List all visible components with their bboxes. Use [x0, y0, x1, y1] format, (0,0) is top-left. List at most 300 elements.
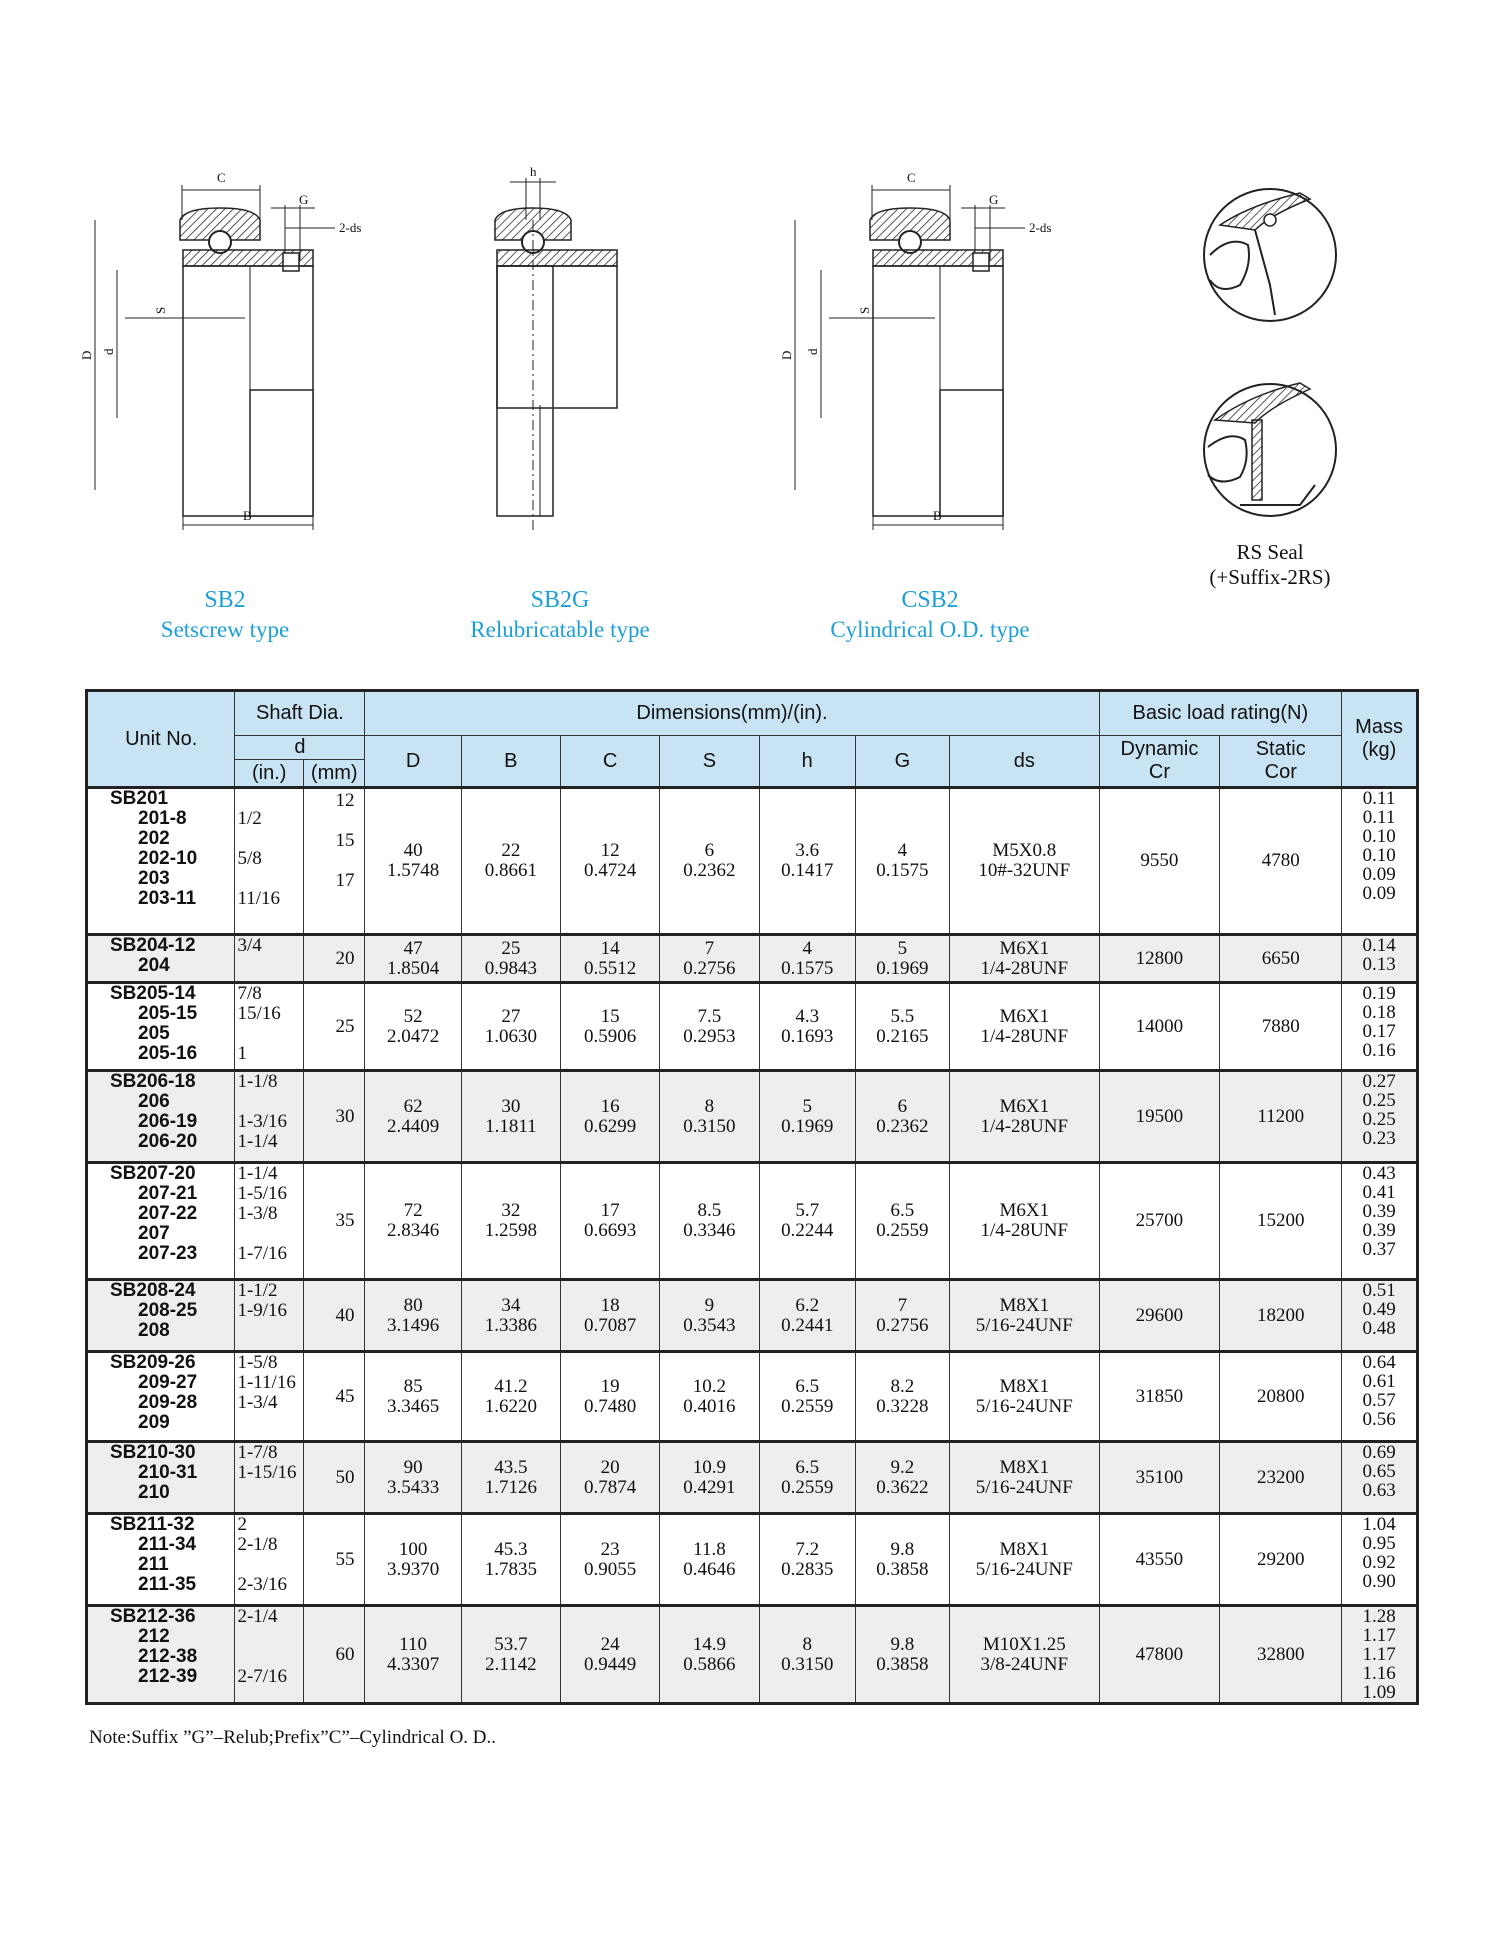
- mass-value: 0.11: [1362, 807, 1396, 828]
- dynamic-cr-cell: 25700: [1099, 1163, 1220, 1280]
- mass-cell: [1342, 935, 1418, 983]
- dim-b-value: 41.2: [494, 1375, 528, 1397]
- header-dynamic: [1099, 736, 1220, 788]
- unit-no: SB207-20: [110, 1163, 196, 1184]
- mass-value: 0.61: [1362, 1371, 1396, 1392]
- dim-g-cell: [855, 983, 949, 1071]
- sb2-desc: Setscrew type: [160, 617, 290, 642]
- dim-s-cell: [660, 1071, 759, 1163]
- header-cor-label: Cor: [1264, 761, 1297, 783]
- dim-c-value: 0.4724: [584, 860, 637, 881]
- dim-b-value: 1.3386: [484, 1314, 537, 1336]
- dim-g-value: 8.2: [890, 1375, 915, 1397]
- mass-cell: [1342, 1163, 1418, 1280]
- dim-s-value: 9: [704, 1294, 715, 1316]
- static-cor-cell: 23200: [1220, 1442, 1342, 1514]
- static-cor-cell: 15200: [1220, 1163, 1342, 1280]
- dim-h-value: 5.7: [795, 1200, 820, 1221]
- dynamic-cr-cell: 31850: [1099, 1352, 1220, 1442]
- dim-c-value: 23: [600, 1538, 620, 1560]
- dim-ds-cell: [950, 788, 1100, 935]
- dim-s-value: 11.8: [693, 1538, 726, 1560]
- unit-no-cell: [87, 983, 235, 1071]
- dim-g-cell: [855, 1442, 949, 1514]
- static-cor-cell: 29200: [1220, 1514, 1342, 1606]
- dim-g-value: 9.8: [890, 1538, 915, 1560]
- table-row: [87, 1163, 1418, 1280]
- dim-c-value: 0.7480: [584, 1395, 637, 1417]
- dim-c-value: 15: [600, 1005, 620, 1027]
- dim-h-value: 0.2835: [781, 1558, 834, 1580]
- dim-s-value: 0.4291: [683, 1476, 736, 1498]
- shaft-in-value: 1-7/8: [237, 1442, 278, 1463]
- sb2g-dim-h-label: h: [530, 164, 537, 179]
- shaft-in-value: 1-5/8: [237, 1352, 278, 1373]
- dim-h-cell: [759, 1442, 855, 1514]
- unit-no: 210: [138, 1482, 170, 1503]
- header-h: h: [759, 736, 855, 788]
- dim-b-value: 0.9843: [484, 957, 537, 979]
- dim-d-cell: [365, 935, 461, 983]
- dim-s-value: 10.9: [692, 1456, 727, 1478]
- dim-d-value: 3.1496: [386, 1314, 440, 1336]
- dim-ds-value: M8X1: [999, 1375, 1050, 1397]
- csb2-dim-s-label: S: [857, 306, 872, 314]
- mass-value: 0.18: [1362, 1002, 1396, 1023]
- shaft-in-value: 1-7/16: [237, 1243, 288, 1264]
- unit-no: SB212-36: [110, 1606, 196, 1627]
- shaft-in-value: [237, 1321, 303, 1341]
- header-d: d: [235, 736, 365, 760]
- unit-no-cell: [87, 1280, 235, 1352]
- dim-c-value: 0.6693: [584, 1220, 637, 1241]
- dim-d-value: 3.9370: [386, 1558, 440, 1580]
- mass-value: 1.17: [1362, 1644, 1396, 1665]
- unit-no: 209-27: [138, 1372, 198, 1393]
- table-row: [87, 788, 1418, 935]
- shaft-in-value: 1-1/4: [237, 1163, 278, 1184]
- shaft-in-value: 1-3/8: [237, 1203, 278, 1224]
- dim-h-value: 0.3150: [781, 1653, 834, 1675]
- shaft-in-value: [237, 1627, 303, 1647]
- mass-value: 0.14: [1362, 935, 1396, 956]
- shaft-in-cell: [235, 983, 304, 1071]
- dim-c-value: 0.9449: [584, 1653, 637, 1675]
- unit-no: 211-35: [138, 1574, 197, 1595]
- unit-no: SB210-30: [110, 1442, 196, 1463]
- mass-value: 0.56: [1362, 1409, 1396, 1430]
- mass-value: 0.51: [1362, 1280, 1396, 1301]
- dim-d-value: 90: [403, 1456, 423, 1478]
- dim-s-value: 10.2: [692, 1375, 727, 1397]
- dim-h-value: 4: [802, 937, 812, 959]
- dim-c-cell: [560, 1352, 659, 1442]
- static-cor-cell: 4780: [1220, 788, 1342, 935]
- shaft-mm-cell: [304, 983, 365, 1071]
- table-row: [87, 1071, 1418, 1163]
- header-mass-unit: (kg): [1361, 739, 1397, 761]
- unit-no: SB209-26: [110, 1352, 196, 1373]
- shaft-mm-cell: [304, 1280, 365, 1352]
- mass-cell: [1342, 788, 1418, 935]
- dim-d-cell: [365, 1071, 461, 1163]
- shaft-in-value: [237, 1224, 303, 1244]
- dim-ds-value: 5/16-24UNF: [975, 1395, 1073, 1417]
- spec-table: [85, 689, 1419, 1705]
- dim-s-value: 8.5: [697, 1200, 722, 1221]
- dim-b-value: 1.1811: [485, 1115, 537, 1137]
- dim-ds-cell: [950, 1071, 1100, 1163]
- dim-c-cell: [560, 1280, 659, 1352]
- dim-c-value: 0.6299: [584, 1115, 637, 1137]
- dim-s-value: 0.2756: [683, 957, 736, 979]
- dynamic-cr-cell: 12800: [1099, 935, 1220, 983]
- dim-d-value: 4.3307: [386, 1653, 440, 1675]
- dim-g-value: 0.3858: [876, 1558, 929, 1580]
- dim-b-value: 1.6220: [484, 1395, 537, 1417]
- mass-value: 0.25: [1362, 1109, 1396, 1130]
- dim-b-value: 25: [501, 937, 521, 959]
- shaft-in-value: 11/16: [237, 888, 281, 909]
- dynamic-cr-cell: 43550: [1099, 1514, 1220, 1606]
- unit-no: SB208-24: [110, 1280, 196, 1301]
- unit-no: 208: [138, 1320, 170, 1341]
- shaft-mm-cell: [304, 1514, 365, 1606]
- shaft-in-value: 3/4: [237, 935, 262, 956]
- dim-g-value: 0.1969: [876, 957, 929, 979]
- dim-c-value: 0.7874: [584, 1476, 637, 1498]
- unit-no: SB204-12: [110, 935, 196, 956]
- csb2-caption: [790, 585, 1070, 644]
- header-unit-no: Unit No.: [87, 691, 235, 788]
- dim-s-value: 0.5866: [683, 1653, 736, 1675]
- shaft-mm-cell: [304, 788, 365, 935]
- dim-h-value: 0.2441: [781, 1314, 834, 1336]
- mass-value: 0.17: [1362, 1021, 1396, 1042]
- dim-b-value: 43.5: [494, 1456, 528, 1478]
- dim-g-value: 0.3858: [876, 1653, 929, 1675]
- table-row: [87, 983, 1418, 1071]
- dim-d-outer-label: D: [79, 350, 94, 360]
- shaft-in-cell: [235, 1606, 304, 1704]
- dim-c-value: 18: [600, 1294, 620, 1316]
- mass-value: 0.23: [1362, 1128, 1396, 1149]
- header-static-label: Static: [1255, 738, 1306, 760]
- dim-d-value: 47: [403, 937, 423, 959]
- dim-g-value: 0.2165: [876, 1025, 929, 1047]
- csb2-dim-b-label: B: [933, 508, 942, 523]
- dim-b-cell: [461, 1442, 560, 1514]
- dim-ds-value: 5/16-24UNF: [975, 1314, 1073, 1336]
- mass-value: 0.11: [1362, 788, 1396, 809]
- mass-value: 0.90: [1362, 1571, 1396, 1592]
- dim-g-cell: [855, 1280, 949, 1352]
- unit-no: 209-28: [138, 1392, 198, 1413]
- shaft-mm-value: 35: [335, 1210, 355, 1231]
- dim-c-value: 0.7087: [584, 1314, 637, 1336]
- dim-s-value: 7: [704, 937, 715, 959]
- dim-g-value: 5: [897, 937, 908, 959]
- sb2g-name: SB2G: [530, 587, 590, 613]
- header-S: S: [660, 736, 759, 788]
- shaft-in-value: [237, 1413, 303, 1433]
- sb2g-caption: [440, 585, 680, 644]
- shaft-in-value: 2-1/4: [237, 1606, 278, 1627]
- static-cor-cell: 7880: [1220, 983, 1342, 1071]
- shaft-in-value: 1-1/4: [237, 1131, 278, 1152]
- shaft-mm-value: 45: [335, 1385, 355, 1407]
- header-shaft-dia: Shaft Dia.: [235, 691, 365, 736]
- dim-s-cell: [660, 1606, 759, 1704]
- unit-no: 212-39: [138, 1666, 198, 1687]
- unit-no: 212-38: [138, 1646, 198, 1667]
- dim-c-value: 24: [600, 1633, 620, 1655]
- shaft-in-value: [237, 1483, 303, 1503]
- dim-ds-value: 1/4-28UNF: [980, 1220, 1069, 1241]
- mass-value: 0.48: [1362, 1318, 1396, 1339]
- shaft-in-value: 1-15/16: [237, 1462, 297, 1483]
- dim-c-value: 14: [600, 937, 620, 959]
- dim-ds-cell: [950, 1442, 1100, 1514]
- unit-no: SB201: [110, 788, 169, 809]
- header-mass: [1342, 691, 1418, 788]
- dim-d-value: 72: [403, 1200, 423, 1221]
- dim-ds-cell: [950, 1514, 1100, 1606]
- unit-no: 201-8: [138, 808, 187, 829]
- table-row: [87, 1442, 1418, 1514]
- dim-g-cell: [855, 935, 949, 983]
- dim-ds-value: 1/4-28UNF: [980, 1115, 1069, 1137]
- table-row: [87, 1514, 1418, 1606]
- sb2-name: SB2: [204, 587, 246, 613]
- sb2g-drawing: [480, 160, 680, 540]
- dim-ds-value: M8X1: [999, 1294, 1050, 1316]
- dim-h-value: 7.2: [795, 1538, 820, 1560]
- mass-cell: [1342, 1280, 1418, 1352]
- shaft-mm-value: 55: [335, 1548, 355, 1570]
- shaft-in-cell: [235, 1442, 304, 1514]
- dim-g-value: 5.5: [890, 1005, 915, 1027]
- mass-value: 0.13: [1362, 954, 1396, 975]
- dim-d-value: 1.8504: [386, 957, 440, 979]
- unit-no: 211: [138, 1554, 169, 1575]
- dim-c-cell: [560, 1442, 659, 1514]
- dim-d-value: 85: [403, 1375, 423, 1397]
- dim-g-cell: [855, 1163, 949, 1280]
- static-cor-cell: 32800: [1220, 1606, 1342, 1704]
- dim-ds-value: 3/8-24UNF: [980, 1653, 1069, 1675]
- mass-value: 0.49: [1362, 1299, 1396, 1320]
- dim-ds-cell: [950, 983, 1100, 1071]
- shaft-in-value: 2-1/8: [237, 1534, 278, 1555]
- dim-ds-value: 5/16-24UNF: [975, 1558, 1073, 1580]
- shaft-in-value: [237, 829, 303, 849]
- dim-b-value: 1.2598: [484, 1220, 537, 1241]
- footnote: Note:Suffix ”G”–Relub;Prefix”C”–Cylindrical O. D..: [89, 1727, 497, 1748]
- dim-g-cell: [855, 1352, 949, 1442]
- dim-c-value: 0.9055: [584, 1558, 637, 1580]
- shaft-mm-value: 15: [335, 830, 355, 851]
- dynamic-cr-cell: 9550: [1099, 788, 1220, 935]
- shaft-mm-cell: [304, 1071, 365, 1163]
- unit-no: 207: [138, 1223, 170, 1244]
- csb2-dim-g-label: G: [989, 192, 999, 207]
- dim-s-cell: [660, 1442, 759, 1514]
- static-cor-cell: 20800: [1220, 1352, 1342, 1442]
- dim-c-value: 12: [600, 840, 620, 861]
- dim-s-cell: [660, 1163, 759, 1280]
- dim-g-cell: [855, 1071, 949, 1163]
- table-row: [87, 935, 1418, 983]
- dim-ds-value: M5X0.8: [992, 840, 1057, 861]
- dim-b-cell: [461, 1606, 560, 1704]
- mass-value: 0.65: [1362, 1461, 1396, 1482]
- header-static: [1220, 736, 1342, 788]
- dim-h-cell: [759, 935, 855, 983]
- mass-value: 1.17: [1362, 1625, 1396, 1646]
- dim-b-cell: [461, 935, 560, 983]
- unit-no: 207-22: [138, 1203, 198, 1224]
- dim-c-cell: [560, 935, 659, 983]
- shaft-in-cell: [235, 1071, 304, 1163]
- dim-c-value: 0.5906: [584, 1025, 637, 1047]
- dynamic-cr-cell: 14000: [1099, 983, 1220, 1071]
- dim-b-value: 2.1142: [485, 1653, 537, 1675]
- dim-d-cell: [365, 1163, 461, 1280]
- unit-no: 203-11: [138, 888, 197, 909]
- dim-ds-label: 2-ds: [339, 220, 362, 235]
- shaft-mm-value: 40: [335, 1304, 355, 1326]
- shaft-mm-value: 17: [335, 870, 355, 891]
- shaft-in-value: [237, 869, 303, 889]
- dim-b-cell: [461, 1163, 560, 1280]
- unit-no-cell: [87, 1514, 235, 1606]
- dim-c-label: C: [217, 170, 226, 185]
- shaft-in-value: 1-9/16: [237, 1300, 288, 1321]
- unit-no: 206-20: [138, 1131, 198, 1152]
- header-in: (in.): [235, 760, 304, 788]
- table-row: [87, 1606, 1418, 1704]
- mass-value: 0.10: [1362, 845, 1396, 866]
- dim-c-cell: [560, 788, 659, 935]
- shaft-in-value: [237, 1555, 303, 1575]
- dynamic-cr-cell: 47800: [1099, 1606, 1220, 1704]
- dynamic-cr-cell: 29600: [1099, 1280, 1220, 1352]
- dim-g-value: 4: [897, 840, 908, 861]
- dim-s-value: 8: [704, 1095, 715, 1117]
- unit-no-cell: [87, 1442, 235, 1514]
- dim-g-value: 0.3622: [876, 1476, 929, 1498]
- dim-g-value: 0.2362: [876, 1115, 929, 1137]
- mass-value: 0.43: [1362, 1163, 1396, 1184]
- unit-no: SB211-32: [110, 1514, 195, 1535]
- shaft-in-value: [237, 1647, 303, 1667]
- dim-b-value: 34: [501, 1294, 521, 1316]
- dim-ds-cell: [950, 1606, 1100, 1704]
- csb2-drawing: [779, 160, 1085, 540]
- dim-ds-value: M6X1: [999, 1005, 1050, 1027]
- mass-cell: [1342, 1352, 1418, 1442]
- header-mass-label: Mass: [1355, 716, 1403, 738]
- dim-d-cell: [365, 1442, 461, 1514]
- unit-no-cell: [87, 1352, 235, 1442]
- dim-s-value: 0.3150: [683, 1115, 736, 1137]
- dim-g-cell: [855, 1606, 949, 1704]
- shaft-in-value: [237, 1024, 303, 1044]
- dim-d-cell: [365, 1606, 461, 1704]
- dim-s-value: 0.3346: [683, 1220, 736, 1241]
- unit-no: 210-31: [138, 1462, 198, 1483]
- table-row: [87, 1280, 1418, 1352]
- mass-cell: [1342, 1071, 1418, 1163]
- dim-h-value: 8: [802, 1633, 812, 1655]
- dim-b-value: 1.0630: [484, 1025, 537, 1047]
- dim-b-cell: [461, 1071, 560, 1163]
- dim-d-value: 40: [403, 840, 423, 861]
- dim-ds-value: M6X1: [999, 937, 1050, 959]
- dim-c-cell: [560, 1163, 659, 1280]
- csb2-desc: Cylindrical O.D. type: [830, 617, 1030, 642]
- mass-value: 0.09: [1362, 864, 1396, 885]
- dim-h-value: 0.1693: [781, 1025, 834, 1047]
- mass-cell: [1342, 1442, 1418, 1514]
- mass-value: 0.16: [1362, 1040, 1396, 1061]
- sb2-drawing: [79, 160, 395, 540]
- shaft-mm-value: 50: [335, 1466, 355, 1488]
- shaft-in-value: 5/8: [237, 848, 262, 869]
- dim-d-value: 1.5748: [386, 860, 440, 881]
- dim-g-value: 0.2559: [876, 1220, 929, 1241]
- dim-s-value: 0.2953: [683, 1025, 736, 1047]
- dim-s-cell: [660, 1514, 759, 1606]
- shaft-mm-value: 30: [335, 1105, 355, 1127]
- shaft-mm-cell: [304, 1442, 365, 1514]
- dim-h-value: 0.1575: [781, 957, 834, 979]
- mass-cell: [1342, 983, 1418, 1071]
- table-row: [87, 1352, 1418, 1442]
- dim-d-cell: [365, 983, 461, 1071]
- unit-no: 202: [138, 828, 170, 849]
- csb2-dim-d-outer-label: D: [779, 350, 794, 360]
- dim-g-value: 0.2756: [876, 1314, 929, 1336]
- shaft-mm-cell: [304, 1606, 365, 1704]
- dim-b-value: 32: [501, 1200, 521, 1221]
- mass-value: 0.64: [1362, 1352, 1396, 1373]
- mass-value: 0.69: [1362, 1442, 1396, 1463]
- dim-g-value: 7: [897, 1294, 908, 1316]
- dynamic-cr-cell: 35100: [1099, 1442, 1220, 1514]
- dim-s-cell: [660, 1352, 759, 1442]
- dim-s-cell: [660, 788, 759, 935]
- mass-value: 0.25: [1362, 1090, 1396, 1111]
- static-cor-cell: 11200: [1220, 1071, 1342, 1163]
- shaft-in-value: [237, 956, 303, 976]
- shaft-in-value: [237, 789, 303, 809]
- mass-value: 0.63: [1362, 1480, 1396, 1501]
- dim-d-cell: [365, 1352, 461, 1442]
- dim-c-cell: [560, 1071, 659, 1163]
- shaft-in-cell: [235, 1280, 304, 1352]
- dim-s-value: 7.5: [697, 1005, 722, 1027]
- dim-ds-value: M8X1: [999, 1538, 1050, 1560]
- dim-c-cell: [560, 983, 659, 1071]
- dim-s-value: 14.9: [692, 1633, 727, 1655]
- dim-b-cell: [461, 1280, 560, 1352]
- unit-no: 205-16: [138, 1043, 198, 1064]
- shaft-in-value: 1-11/16: [237, 1372, 296, 1393]
- dim-b-cell: [461, 1352, 560, 1442]
- dim-d-value: 52: [403, 1005, 423, 1027]
